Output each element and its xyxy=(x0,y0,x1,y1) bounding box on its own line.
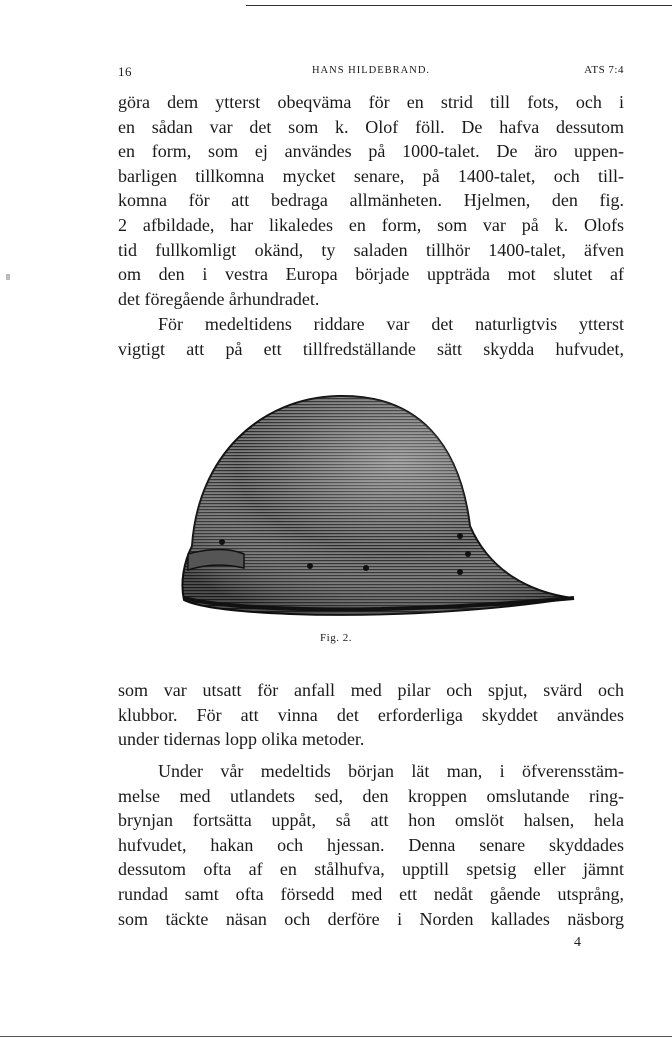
text-line: vigtigt att på ett tillfredställande sätt skydda hufvudet, xyxy=(118,338,624,359)
text-line: barligen tillkomna mycket senare, på 1400-talet, och till- xyxy=(118,165,624,186)
text-line: hufvudet, hakan och hjessan. Denna senare skyddades xyxy=(118,834,624,855)
margin-speck xyxy=(6,274,10,280)
top-rule xyxy=(246,5,672,6)
text-line: under tidernas lopp olika metoder. xyxy=(118,729,365,750)
text-line: melse med utlandets sed, den kroppen omslutande ring- xyxy=(118,785,624,806)
text-line: dessutom ofta af en stålhufva, upptill spetsig eller jämnt xyxy=(118,859,624,880)
paragraph-2 xyxy=(118,312,624,361)
text-line: rundad samt ofta försedd med ett nedåt gående utsprång, xyxy=(118,883,624,904)
text-line: komna för att bedraga allmänheten. Hjelmen, den fig. xyxy=(118,190,624,211)
paragraph-1 xyxy=(118,90,624,311)
paragraph-4 xyxy=(118,759,624,931)
text-line: brynjan fortsätta uppåt, så att hon omslöt halsen, hela xyxy=(118,810,624,831)
text-line: en sådan var det som k. Olof föll. De hafva dessutom xyxy=(118,116,624,137)
text-line: en form, som ej användes på 1000-talet. De äro uppen- xyxy=(118,141,624,162)
sallet-helmet-illustration xyxy=(170,386,590,626)
text-line: tid fullkomligt okänd, ty saladen tillhör 1400-talet, äfven xyxy=(118,239,624,260)
running-header xyxy=(118,64,624,82)
text-line: som täckte näsan och derföre i Norden kallades näsborg xyxy=(118,908,624,929)
text-line: göra dem ytterst obeqväma för en strid till fots, och i xyxy=(118,92,624,112)
archive-reference: ATS 7:4 xyxy=(584,64,624,76)
figure-caption: Fig. 2. xyxy=(320,632,352,644)
page-number: 16 xyxy=(118,64,132,79)
text-line: För medeltidens riddare var det naturligtvis ytterst xyxy=(158,314,624,334)
text-line: det föregående århundradet. xyxy=(118,288,320,309)
signature-mark: 4 xyxy=(574,935,581,950)
bottom-rule xyxy=(0,1036,672,1037)
paragraph-3 xyxy=(118,678,624,752)
running-title: HANS HILDEBRAND. xyxy=(311,65,431,76)
text-line: 2 afbildade, har likaledes en form, som var på k. Olofs xyxy=(118,214,624,235)
text-line: klubbor. För att vinna det erforderliga skyddet användes xyxy=(118,704,624,725)
text-line: om den i vestra Europa började uppträda mot slutet af xyxy=(118,264,624,285)
text-line: som var utsatt för anfall med pilar och spjut, svärd och xyxy=(118,680,624,700)
text-line: Under vår medeltids början lät man, i öfverensstäm- xyxy=(158,761,624,781)
